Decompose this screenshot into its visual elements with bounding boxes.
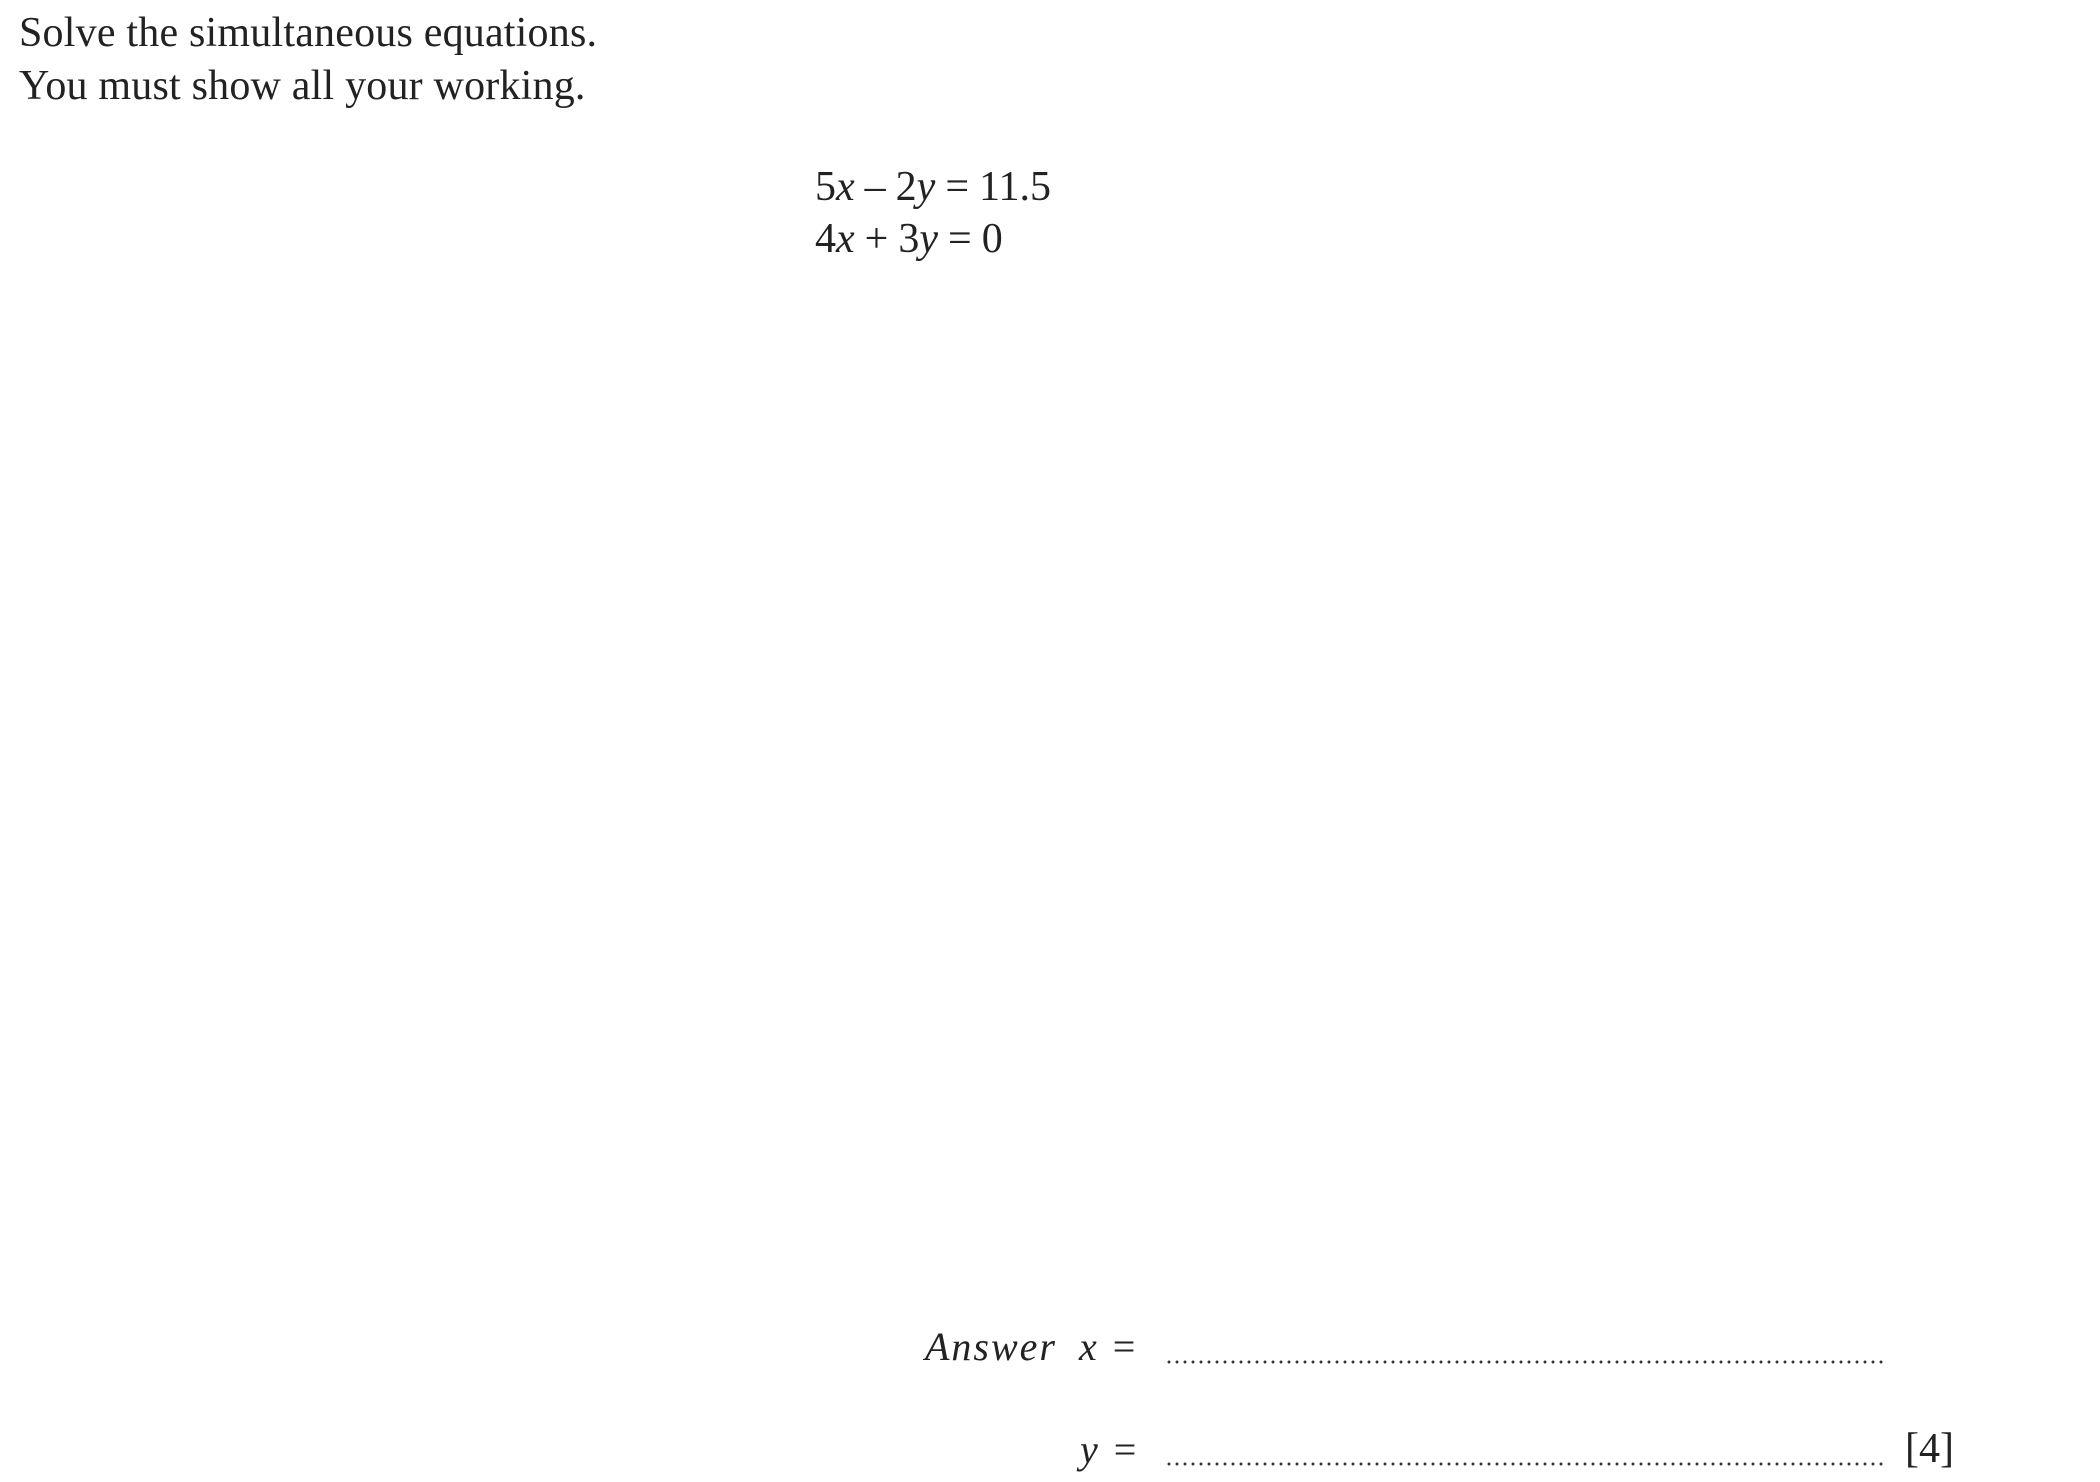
equation-1 [815, 162, 1051, 212]
eq1-var-x: x [836, 164, 855, 210]
answer-y-row [1080, 1425, 1136, 1475]
answer-y-var: y [1080, 1427, 1098, 1472]
eq1-coef-x: 5 [815, 164, 836, 210]
answer-x-field[interactable] [1165, 1360, 1885, 1364]
eq2-var-x: x [836, 216, 855, 262]
marks-label: [4] [1905, 1426, 1954, 1472]
eq1-rhs: 11.5 [979, 164, 1051, 210]
answer-y-field[interactable] [1165, 1462, 1885, 1466]
answer-y-equals: = [1113, 1427, 1137, 1472]
eq2-var-y: y [919, 216, 938, 262]
eq2-coef-y: 3 [898, 216, 920, 262]
eq1-equals: = [945, 164, 969, 210]
equation-2 [815, 214, 1003, 264]
answer-x-row [925, 1322, 1135, 1372]
eq2-coef-x: 4 [815, 216, 836, 262]
eq2-equals: = [948, 216, 972, 262]
answer-x-equals: = [1112, 1324, 1136, 1369]
instruction-line-2: You must show all your working. [19, 63, 586, 109]
answer-label: Answer [925, 1324, 1057, 1369]
eq1-var-y: y [916, 164, 936, 210]
eq2-rhs: 0 [981, 216, 1003, 262]
eq1-operator: – [864, 164, 886, 210]
answer-x-var: x [1079, 1324, 1097, 1369]
eq2-operator: + [864, 216, 889, 262]
instruction-line-1: Solve the simultaneous equations. [19, 10, 598, 56]
eq1-coef-y: 2 [895, 164, 917, 210]
